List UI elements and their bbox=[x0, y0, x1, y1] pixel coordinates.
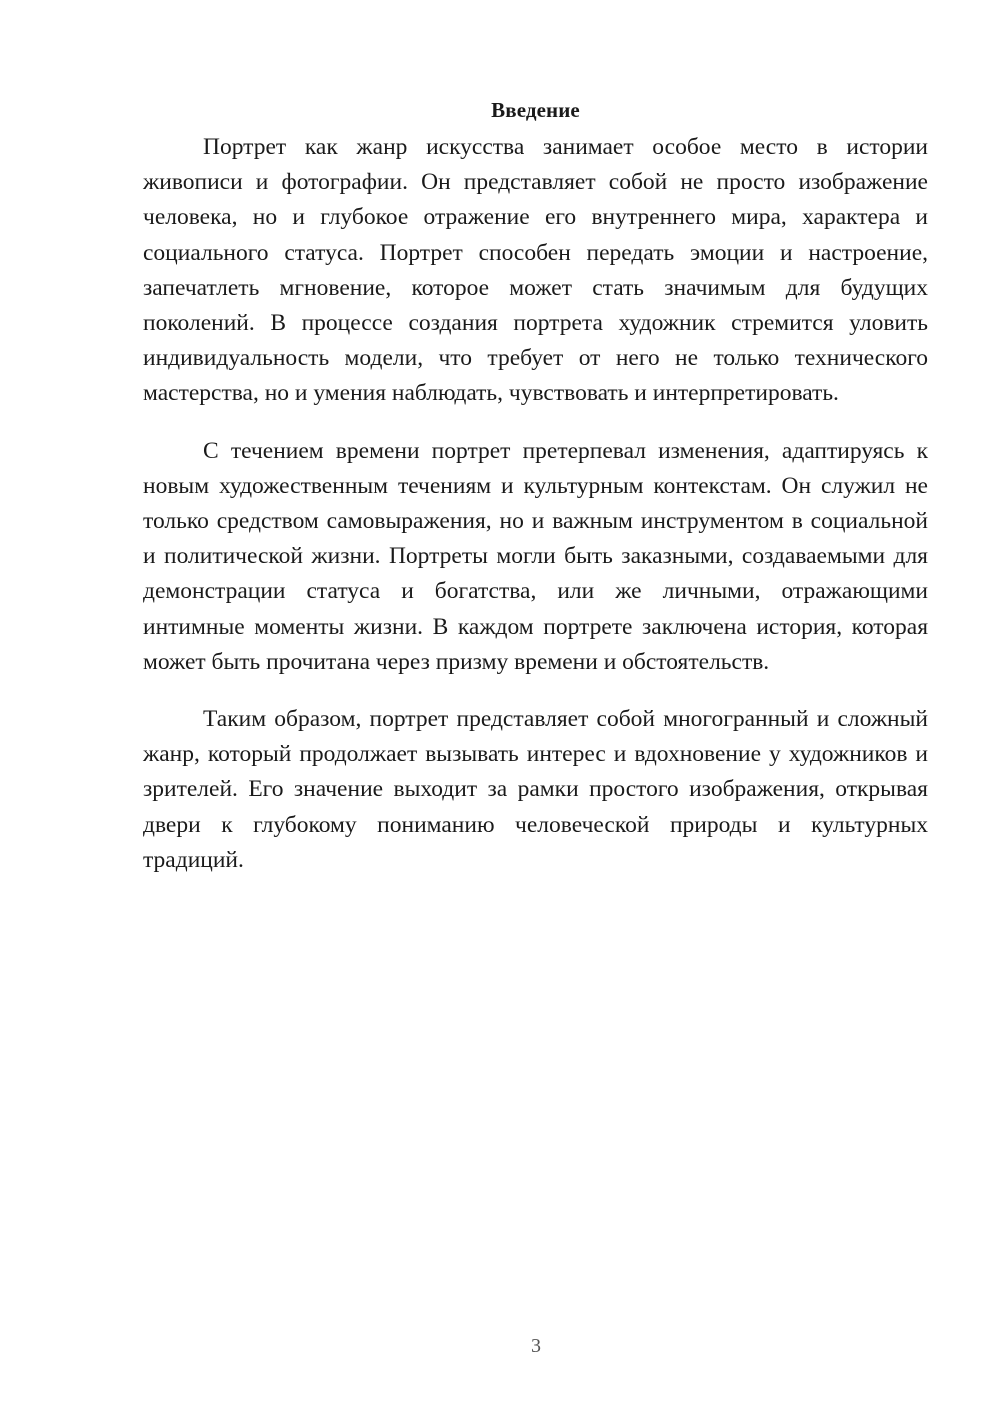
paragraph-3: Таким образом, портрет представляет собой многогранный и сложный жанр, который продолжает вызывать интерес и вдохновение у художников и зрителей. Его значение выходит за рамки простого изображения, открывая двери к глубокому пониманию человеческой природы и культурных традиций. bbox=[143, 706, 928, 873]
section-heading: Введение bbox=[491, 98, 580, 122]
paragraph-2: С течением времени портрет претерпевал изменения, адаптируясь к новым художественным течениям и культурным контекстам. Он служил не только средством самовыражения, но и важным инструментом в социальной и политической жизни. Портреты могли быть заказными, создаваемыми для демонстрации статуса и богатства, или же личными, отражающими интимные моменты жизни. В каждом портрете заключена история, которая может быть прочитана через призму времени и обстоятельств. bbox=[143, 437, 928, 675]
page-number: 3 bbox=[531, 1335, 541, 1357]
paragraph-1: Портрет как жанр искусства занимает особое место в истории живописи и фотографии. Он представляет собой не просто изображение человека, но и глубокое отражение его внутреннего мира, характера и социального статуса. Портрет способен передать эмоции и настроение, запечатлеть мгновение, которое может стать значимым для будущих поколений. В процессе создания портрета художник стремится уловить индивидуальность модели, что требует от него не только технического мастерства, но и умения наблюдать, чувствовать и интерпретировать. bbox=[143, 134, 928, 407]
page-content bbox=[143, 92, 928, 900]
